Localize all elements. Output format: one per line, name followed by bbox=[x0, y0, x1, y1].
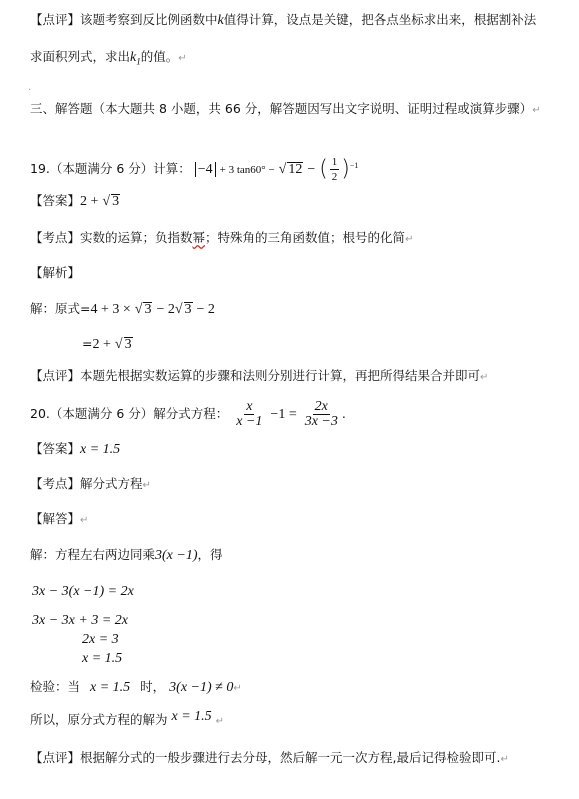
paren-right: ) bbox=[341, 156, 350, 182]
abs-expression: −4 bbox=[195, 162, 216, 177]
q20-jieda-label: 【解答】↵ bbox=[30, 511, 89, 526]
tan-term: + 3 tan60° − bbox=[219, 164, 275, 176]
comment-text-d: 的值。 bbox=[140, 49, 179, 64]
paragraph-dot: . bbox=[28, 82, 32, 93]
q20-step-3: 2x = 3 bbox=[82, 632, 119, 647]
fraction-1: $\frac{x}{x -1}$ bbox=[236, 399, 263, 429]
q19-solution-2: =2 + √ 3 bbox=[82, 336, 132, 352]
q19-answer: 【答案】2 + √ 3 bbox=[30, 193, 120, 209]
q20-kaodian: 【考点】解分式方程↵ bbox=[30, 476, 151, 491]
q20-answer: 【答案】x = 1.5 bbox=[30, 441, 121, 457]
q19-dianping: 【点评】本题先根据实数运算的步骤和法则分别进行计算，再把所得结果合并即可↵ bbox=[30, 368, 489, 383]
q19-jiexi-label: 【解析】 bbox=[30, 265, 81, 280]
q20-solution-intro: 解：方程左右两边同乘3(x −1)，得 bbox=[30, 547, 223, 563]
comment-line-1 bbox=[30, 12, 536, 29]
question-20: 20.（本题满分 6 分）解分式方程： $\frac{x}{x -1}$ −1 = $\frac{2x}{3x -3}$ . bbox=[30, 399, 346, 429]
question-19 bbox=[30, 155, 358, 184]
q20-conclusion: 所以，原分式方程的解为 x = 1.5 ↵ bbox=[30, 709, 225, 727]
q20-dianping: 【点评】根据解分式的一般步骤进行去分母，然后解一元一次方程,最后记得检验即可.↵ bbox=[30, 750, 509, 765]
sqrt-12: 12 bbox=[288, 162, 303, 177]
section-title: 三、解答题（本大题共 8 小题，共 66 分，解答题因写出文字说明、证明过程或演算步骤）↵ bbox=[30, 101, 541, 116]
var-k1-sub: 1 bbox=[136, 56, 141, 67]
sqrt-sign: √ bbox=[278, 162, 287, 177]
comment-text-b: 值得计算，设点是关键，把各点坐标求出来，根据割补法 bbox=[223, 12, 537, 27]
q19-kaodian: 【考点】实数的运算；负指数幂；特殊角的三角函数值；根号的化简↵ bbox=[30, 230, 414, 245]
q19-stem: 19.（本题满分 6 分）计算： bbox=[30, 161, 191, 176]
paragraph-mark: ↵ bbox=[178, 53, 187, 64]
q20-step-1: 3x − 3(x −1) = 2x bbox=[32, 584, 134, 599]
q20-check: 检验：当 x = 1.5 时， 3(x −1) ≠ 0↵ bbox=[30, 679, 242, 695]
fraction-2: $\frac{2x}{3x -3}$ bbox=[304, 399, 338, 429]
q19-solution-1: 解：原式=4 + 3 × √ 3 − 2√ 3 − 2 bbox=[30, 301, 215, 317]
q20-step-4: x = 1.5 bbox=[82, 651, 123, 666]
fraction-half: $\frac{1}{2}$ bbox=[331, 156, 338, 183]
var-k: k bbox=[217, 13, 224, 28]
comment-text-a: 【点评】该题考察到反比例函数中 bbox=[30, 12, 218, 27]
comment-line-2 bbox=[30, 49, 187, 70]
var-k1: k bbox=[130, 50, 137, 65]
q20-step-2: 3x − 3x + 3 = 2x bbox=[32, 613, 128, 628]
minus-sign: − bbox=[307, 162, 316, 177]
comment-text-c: 求面积列式，求出 bbox=[30, 49, 131, 64]
paren-left: ( bbox=[319, 156, 328, 182]
exponent: −1 bbox=[349, 160, 359, 170]
sqrt-sign: √ bbox=[102, 194, 111, 209]
